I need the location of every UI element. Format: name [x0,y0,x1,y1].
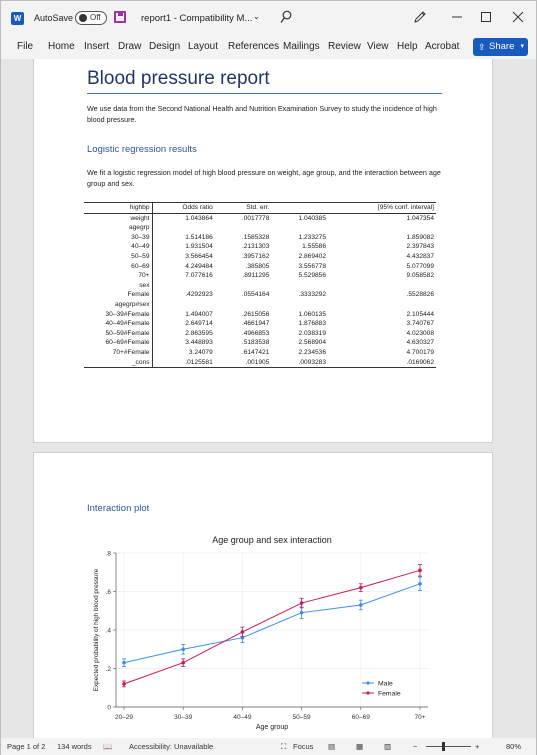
data-point [300,601,304,605]
legend-marker [366,691,369,694]
read-mode-icon[interactable]: ▤ [328,742,336,751]
chart-title: Age group and sex interaction [212,535,332,545]
table-cell: 1.233275 [298,233,326,241]
autosave-toggle[interactable] [75,11,107,25]
table-cell: .385805 [245,262,270,270]
table-cell [215,223,272,233]
row-label: 70+ [84,271,152,281]
series-line-male [124,584,420,663]
legend-label: Female [378,690,401,698]
table-cell: 2.863595 [185,329,213,337]
x-tick-label: 30–39 [174,714,193,721]
table-cell: 1.040385 [298,214,326,222]
table-row [84,271,436,281]
interaction-plot [86,531,446,736]
tab-design[interactable]: Design [149,41,181,52]
table-cell: .0093283 [271,358,328,368]
table-cell [271,300,328,310]
chevron-down-icon[interactable]: ⌄ [253,12,260,21]
ribbon-tabs [1,35,536,59]
table-cell: 1.047354 [406,214,434,222]
row-label: 50–59 [84,252,152,262]
tab-references[interactable]: References [228,41,280,52]
row-label: agegrp#sex [84,300,152,310]
table-row [84,213,436,223]
x-axis-label: Age group [255,724,289,731]
table-cell: 4.023008 [406,329,434,337]
x-tick-label: 20–29 [114,714,134,721]
table-cell: 2.105444 [406,310,434,318]
autosave-label: AutoSave [34,13,74,23]
header-std-err: Std. err. [215,203,272,214]
header-odds-ratio: Odds ratio [152,203,215,214]
table-cell [152,223,215,233]
table-cell: 2.869402 [298,252,326,260]
zoom-slider-thumb[interactable] [442,742,445,751]
x-tick-label: 60–69 [351,714,370,721]
legend-label: Male [378,680,393,688]
accessibility-status[interactable]: Accessibility: Unavailable [129,742,214,751]
table-cell: .2615056 [241,310,270,318]
autosave-state: Off [90,13,101,22]
table-row [84,348,436,358]
section-heading-interaction: Interaction plot [87,503,150,514]
table-cell: .3333292 [298,291,326,299]
document-canvas[interactable] [1,59,536,739]
word-count[interactable]: 134 words [57,742,92,751]
table-cell: .8911295 [242,272,270,280]
table-cell [328,281,436,291]
row-label: 30–39 [84,233,152,243]
table-cell [271,281,328,291]
title-bar [1,1,536,35]
data-point [122,682,126,686]
row-label: weight [84,213,152,223]
row-label: agegrp [84,223,152,233]
x-tick-label: 50–59 [292,714,311,721]
table-cell: .6147421 [241,348,270,356]
table-cell: 4.630327 [406,339,434,347]
data-point [241,630,245,634]
share-label: Share [489,41,515,52]
title-rule [87,93,442,94]
table-cell: 2.568904 [298,339,326,347]
table-cell: 1.859082 [406,233,434,241]
table-cell: .001905 [215,358,272,368]
status-bar [1,738,536,755]
y-tick-label: .2 [105,666,111,673]
document-title[interactable]: report1 - Compatibility M... [141,13,253,24]
x-tick-label: 40–49 [233,714,252,721]
tab-layout[interactable]: Layout [188,41,219,52]
tab-insert[interactable]: Insert [84,41,110,52]
table-cell: .1585328 [241,233,270,241]
table-cell: 1.060135 [298,310,326,318]
table-cell: 5.529856 [298,272,326,280]
regression-table-body [84,213,436,368]
table-cell: .4292923 [185,291,213,299]
table-cell: .5183538 [241,339,270,347]
y-tick-label: .4 [105,627,111,635]
row-label: 30–39#Female [84,310,152,320]
page-count[interactable]: Page 1 of 2 [7,742,46,751]
table-cell: 4.249484 [185,262,213,270]
focus-icon[interactable]: ⛶ [281,742,287,751]
zoom-slider-track[interactable] [426,746,471,747]
data-point [181,647,185,651]
row-label: 40–49#Female [84,319,152,329]
table-cell: 2.397843 [406,243,434,251]
table-cell [328,223,436,233]
table-cell: 3.566454 [185,252,213,260]
data-point [300,611,304,615]
web-layout-icon[interactable]: ▥ [384,742,392,751]
zoom-out-icon[interactable]: − [413,742,418,751]
x-tick-label: 70+ [414,714,426,721]
tab-file[interactable]: File [17,41,34,52]
row-label: 50–59#Female [84,329,152,339]
focus-label[interactable]: Focus [293,742,314,751]
table-row [84,338,436,348]
tab-review[interactable]: Review [328,41,361,52]
table-cell: .4966853 [241,329,270,337]
section-heading-regression: Logistic regression results [87,144,197,155]
table-cell [215,281,272,291]
zoom-in-icon[interactable]: + [475,742,480,751]
document-title-heading: Blood pressure report [87,68,270,89]
minimize-icon[interactable] [451,10,463,24]
table-cell: 3.24079 [188,348,213,356]
data-point [181,661,185,665]
table-cell: .0125581 [152,358,215,368]
table-cell: .2131303 [241,243,270,251]
y-tick-label: 0 [107,704,111,712]
table-cell: 1.494007 [185,310,213,318]
data-point [418,569,422,573]
table-row [84,233,436,243]
print-layout-icon[interactable]: ▦ [356,742,364,751]
row-label: 60–69#Female [84,338,152,348]
tab-help[interactable]: Help [397,41,418,52]
row-label: 40–49 [84,242,152,252]
table-cell: 3.556778 [298,262,326,270]
row-label: 70+#Female [84,348,152,358]
chevron-down-icon[interactable]: ▾ [520,43,524,50]
proofing-icon[interactable]: 📖 [103,742,113,751]
data-point [359,586,363,590]
table-row [84,242,436,252]
table-cell: 1.55586 [302,243,326,251]
share-icon: ⇪ [478,42,486,52]
table-cell: .4661947 [241,320,270,328]
data-point [122,661,126,665]
table-row [84,300,436,310]
table-cell: 9.058582 [406,272,434,280]
table-row [84,262,436,272]
row-label: Female [84,290,152,300]
toggle-knob [79,14,87,22]
close-icon[interactable] [512,10,524,24]
table-cell: 4.432837 [406,252,434,260]
y-axis-label: Expected probability of high blood pressure [93,568,100,692]
search-icon[interactable] [280,10,292,24]
table-cell [152,281,215,291]
table-row [84,223,436,233]
y-tick-label: .8 [105,550,111,558]
table-row [84,310,436,320]
table-cell: .0554164 [241,291,270,299]
table-row [84,358,436,368]
header-ci-low [271,203,328,214]
table-cell: 5.077099 [406,262,434,270]
page-1[interactable] [33,59,493,443]
tab-mailings[interactable]: Mailings [283,41,320,52]
intro-paragraph: We use data from the Second National Health and Nutrition Examination Survey to study the incidence of high blood pressure. [87,104,437,124]
tab-draw[interactable]: Draw [118,41,142,52]
table-row [84,281,436,291]
table-cell [271,223,328,233]
word-logo-icon: W [11,12,24,25]
table-row [84,329,436,339]
zoom-level[interactable]: 80% [506,742,522,751]
table-row [84,319,436,329]
table-cell: .5528826 [406,291,434,299]
tab-acrobat[interactable]: Acrobat [425,41,460,52]
regression-table [84,202,436,368]
table-cell: 2.234536 [298,348,326,356]
table-cell: 1.876883 [298,320,326,328]
table-header-row [84,203,436,214]
table-cell: 4.700179 [406,348,434,356]
table-cell: 2.038319 [298,329,326,337]
table-cell [328,300,436,310]
legend-marker [366,681,369,684]
row-label: _cons [84,358,152,368]
table-cell [215,300,272,310]
table-cell: .3957162 [241,252,270,260]
table-cell: 2.649714 [185,320,213,328]
table-cell: 7.077616 [185,272,213,280]
tab-view[interactable]: View [367,41,389,52]
save-icon[interactable] [114,11,126,23]
series-line-female [124,570,420,684]
data-point [418,582,422,586]
share-button[interactable] [473,38,528,56]
table-cell: .0169062 [328,358,436,368]
table-row [84,290,436,300]
table-cell: 1.931504 [185,243,213,251]
table-cell: 1.043864 [185,214,213,222]
data-point [359,603,363,607]
y-tick-label: .6 [105,589,111,596]
table-cell: 3.448893 [185,339,213,347]
table-cell: 3.740767 [406,320,434,328]
maximize-icon[interactable] [480,10,492,24]
row-label: sex [84,281,152,291]
regression-paragraph: We fit a logistic regression model of high blood pressure on weight, age group, and the interaction between age group and sex. [87,168,441,188]
table-cell: 1.514186 [185,233,213,241]
header-highbp: highbp [84,203,152,214]
header-ci: [95% conf. interval] [328,203,436,214]
table-cell [152,300,215,310]
tab-home[interactable]: Home [48,41,75,52]
designer-pen-icon[interactable] [413,10,427,24]
table-row [84,252,436,262]
row-label: 60–69 [84,262,152,272]
page-2[interactable] [33,452,493,739]
table-cell: .0017778 [241,214,270,222]
